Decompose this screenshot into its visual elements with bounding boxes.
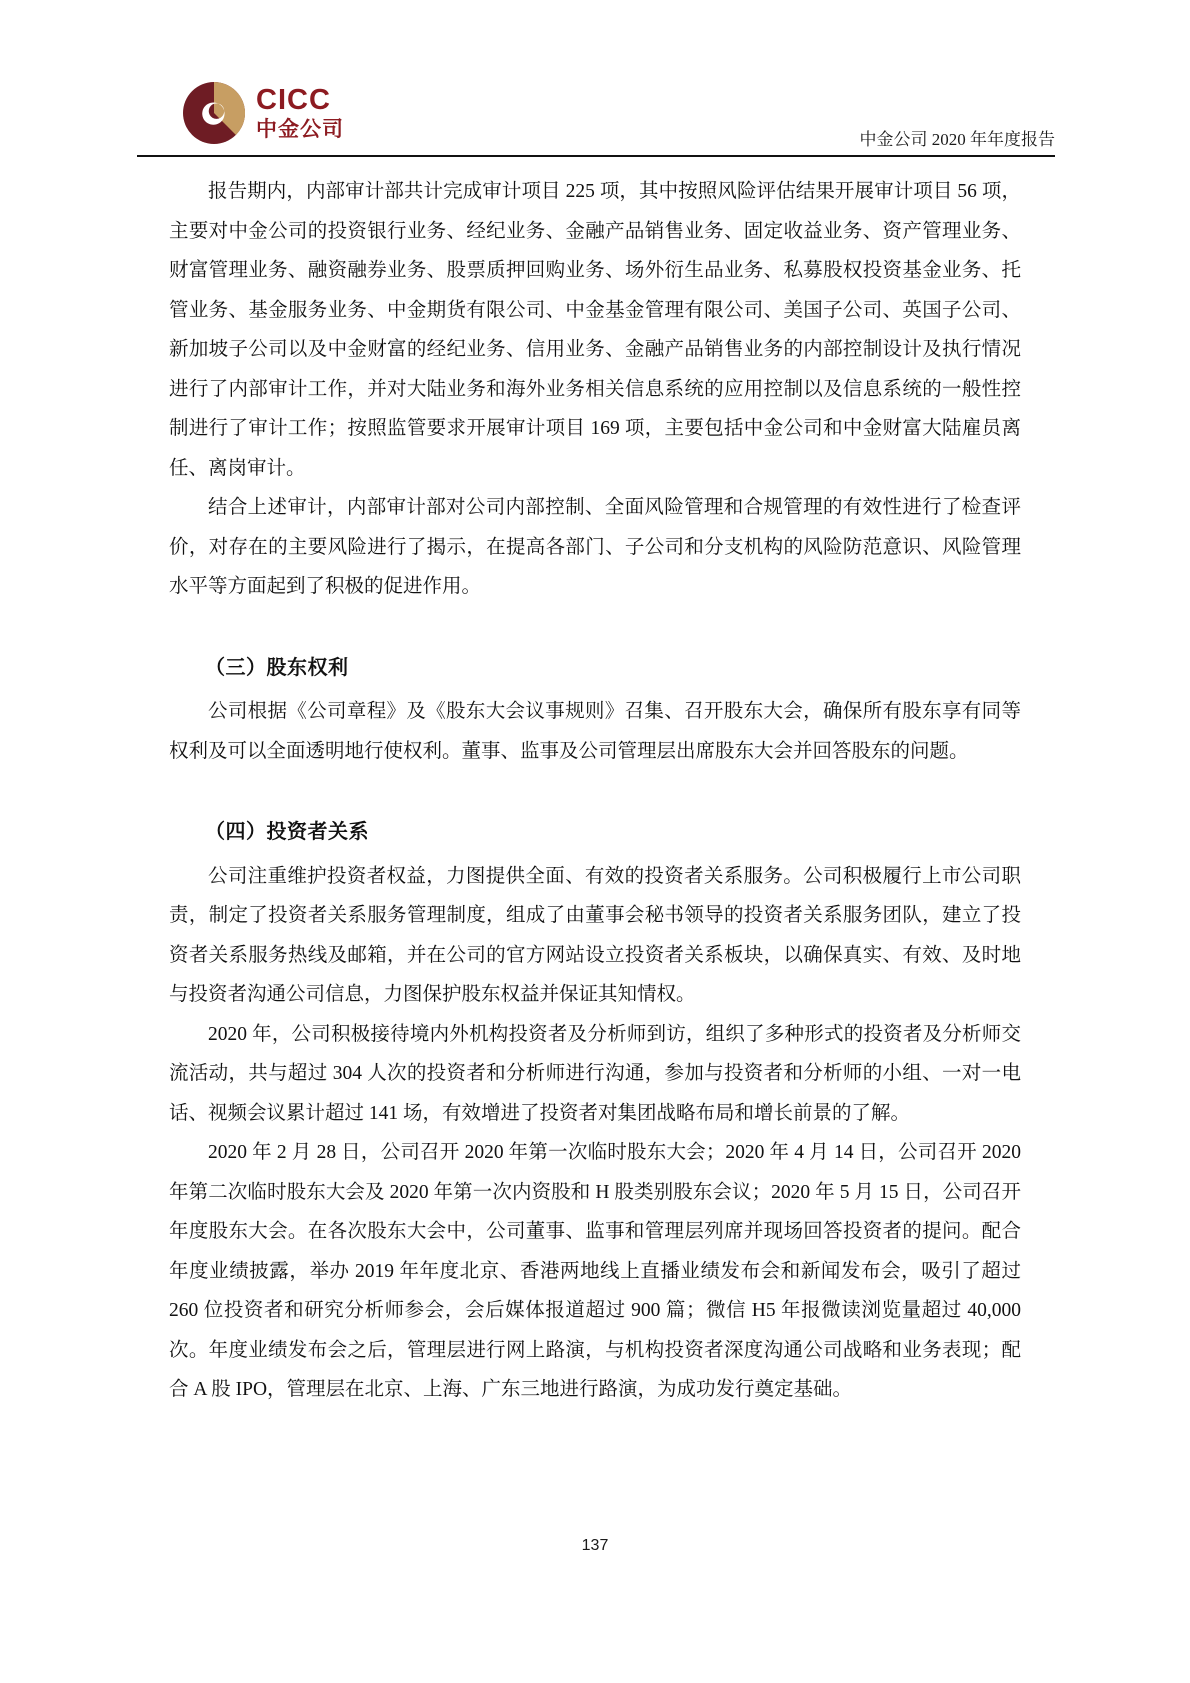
header-divider bbox=[137, 155, 1055, 157]
paragraph-investor-communication-2020: 2020 年，公司积极接待境内外机构投资者及分析师到访，组织了多种形式的投资者及分析师交流活动，共与超过 304 人次的投资者和分析师进行沟通，参加与投资者和分析师的小组、一对一电话、视频会议累计超过 141 场，有效增进了投资者对集团战略布局和增长前景的了解。 bbox=[169, 1023, 1021, 1124]
paragraph-shareholder-rights: 公司根据《公司章程》及《股东大会议事规则》召集、召开股东大会，确保所有股东享有同等权利及可以全面透明地行使权利。董事、监事及公司管理层出席股东大会并回答股东的问题。 bbox=[169, 701, 1021, 762]
report-title: 中金公司 2020 年年度报告 bbox=[859, 130, 1055, 149]
paragraph-shareholder-meetings-roadshows: 2020 年 2 月 28 日，公司召开 2020 年第一次临时股东大会；2020 年 4 月 14 日，公司召开 2020 年第二次临时股东大会及 2020 年第一次内资股和 H 股类别股东会议；2020 年 5 月 15 日，公司召开年度股东大会。在各次股东大会中，公司董事、监事和管理层列席并现场回答投资者的提问。配合年度业绩披露，举办 2019 年年度北京、香港两地线上直播业绩发布会和新闻发布会，吸引了超过 260 位投资者和研究分析师参会，会后媒体报道超过 900 篇；微信 H5 年报微读浏览量超过 40,000 次。年度业绩发布会之后，管理层进行网上路演，与机构投资者深度沟通公司战略和业务表现；配合 A 股 IPO，管理层在北京、上海、广东三地进行路演，为成功发行奠定基础。 bbox=[169, 1142, 1021, 1400]
page-footer bbox=[169, 1537, 1021, 1555]
paragraph-audit-evaluation: 结合上述审计，内部审计部对公司内部控制、全面风险管理和合规管理的有效性进行了检查评价，对存在的主要风险进行了揭示，在提高各部门、子公司和分支机构的风险防范意识、风险管理水平等方面起到了积极的促进作用。 bbox=[169, 497, 1021, 597]
heading-shareholder-rights: （三）股东权利 bbox=[205, 656, 349, 679]
page-number: 137 bbox=[581, 1537, 609, 1554]
cicc-logo-icon bbox=[183, 82, 245, 144]
logo-wordmark bbox=[256, 86, 344, 140]
paragraph-investor-relations-overview: 公司注重维护投资者权益，力图提供全面、有效的投资者关系服务。公司积极履行上市公司职责，制定了投资者关系服务管理制度，组成了由董事会秘书领导的投资者关系服务团队，建立了投资者关系服务热线及邮箱，并在公司的官方网站设立投资者关系板块，以确保真实、有效、及时地与投资者沟通公司信息，力图保护股东权益并保证其知情权。 bbox=[169, 865, 1021, 1005]
paragraph-internal-audit-projects: 报告期内，内部审计部共计完成审计项目 225 项，其中按照风险评估结果开展审计项目 56 项，主要对中金公司的投资银行业务、经纪业务、金融产品销售业务、固定收益业务、资产管理业务、财富管理业务、融资融券业务、股票质押回购业务、场外衍生品业务、私募股权投资基金业务、托管业务、基金服务业务、中金期货有限公司、中金基金管理有限公司、美国子公司、英国子公司、新加坡子公司以及中金财富的经纪业务、信用业务、金融产品销售业务的内部控制设计及执行情况进行了内部审计工作，并对大陆业务和海外业务相关信息系统的应用控制以及信息系统的一般性控制进行了审计工作；按照监管要求开展审计项目 169 项，主要包括中金公司和中金财富大陆雇员离任、离岗审计。 bbox=[169, 181, 1021, 479]
document-body bbox=[169, 172, 1021, 1410]
heading-investor-relations: （四）投资者关系 bbox=[205, 821, 369, 843]
logo-chinese-text: 中金公司 bbox=[256, 118, 344, 141]
logo-latin-text: CICC bbox=[256, 84, 331, 116]
page-header bbox=[137, 80, 1055, 156]
cicc-logo bbox=[183, 82, 344, 144]
